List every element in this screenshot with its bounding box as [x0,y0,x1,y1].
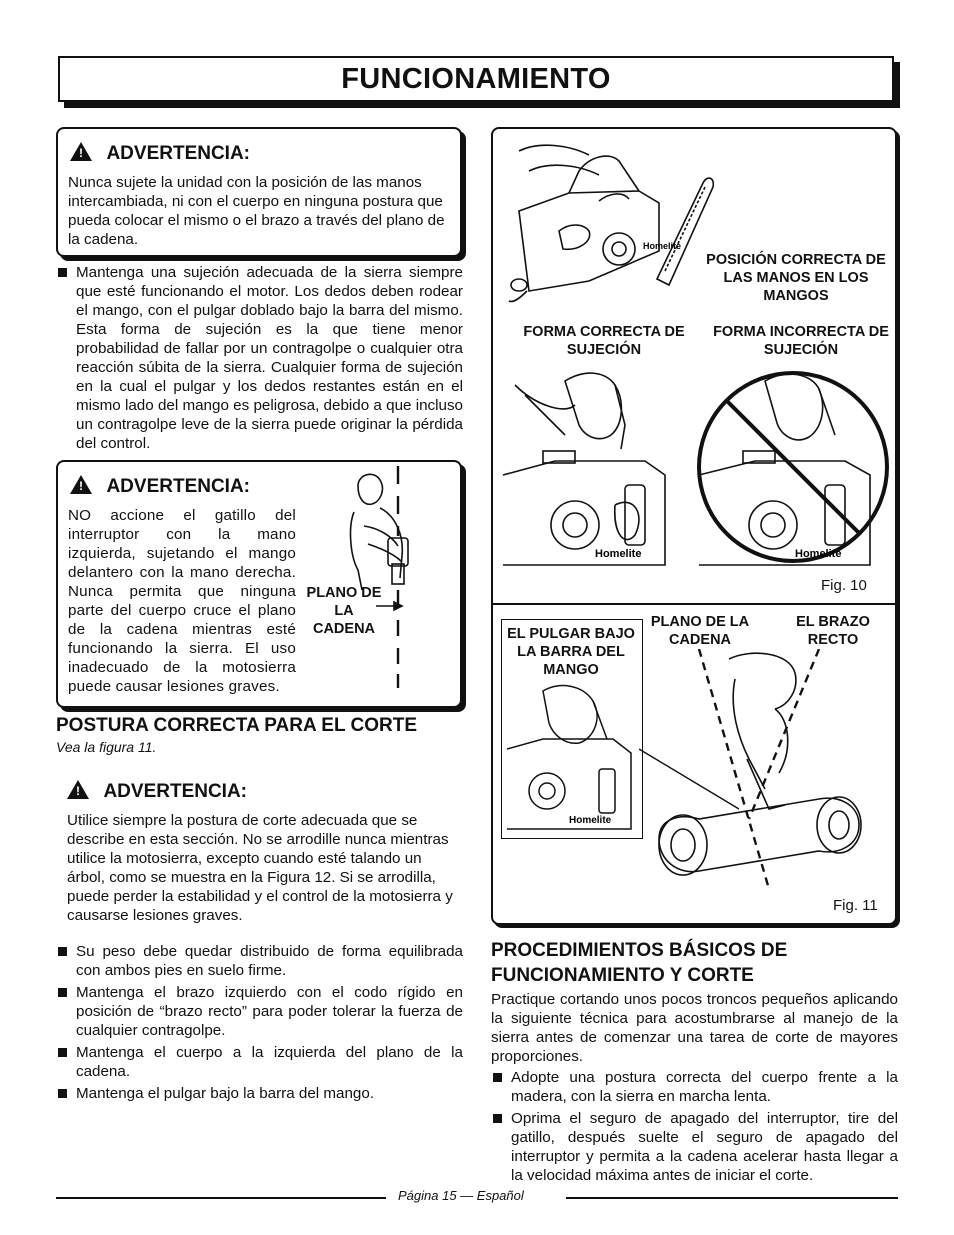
warning-box-hands [56,127,462,257]
basic-procedures-heading: PROCEDIMIENTOS BÁSICOS DE FUNCIONAMIENTO Y CORTE [491,940,788,986]
basic-procedures-bullet-list [491,1068,898,1188]
brand-logo-text: Homelite [569,815,612,826]
warning-text: NO accione el gatillo del interruptor con la mano izquierda, sujetando el mango delantero con la mano derecha. Nunca permita que ninguna parte del cuerpo cruce el plano de la cadena mientras esté funcionando la sierra. El uso inadecuado de la motosierra puede causar lesiones graves. [68,507,296,695]
thumb-grip-illustration [503,679,639,835]
warning-icon: ! [67,780,89,799]
page-title: FUNCIONAMIENTO [341,63,611,95]
list-item: Su peso debe quedar distribuido de forma equilibrada con ambos pies en suelo firme. [56,942,463,980]
figure-11-caption: Fig. 11 [833,897,878,914]
list-item: Mantenga el cuerpo a la izquierda del plano de la cadena. [56,1043,463,1081]
label-chain-plane: PLANO DE LA CADENA [650,614,750,648]
brand-logo-text: Homelite [643,241,682,251]
posture-subtitle: Vea la figura 11. [56,739,157,755]
label-correct-hands: POSICIÓN CORRECTA DE LAS MANOS EN LOS MANGOS [706,252,886,304]
warning-icon: ! [70,475,92,494]
label-incorrect-grip: FORMA INCORRECTA DE SUJECIÓN [713,324,889,358]
warning-heading: ADVERTENCIA: [103,781,248,802]
list-item: Oprima el seguro de apagado del interruptor, tire del gatillo, después suelte el seguro de apagado del interruptor y permita a la cadena acelerar hasta llegar a la velocidad máxima antes de iniciar el corte. [491,1109,898,1185]
figure-box [491,127,897,925]
list-item: Adopte una postura correcta del cuerpo frente a la madera, con la sierra en marcha lenta. [491,1068,898,1106]
chain-plane-label: PLANO DE LA CADENA [306,585,382,637]
warning-heading-row [70,475,250,498]
warning-text: Nunca sujete la unidad con la posición de las manos intercambiada, ni con el cuerpo en ninguna postura que pueda colocar el mismo o el brazo a través del plano de la cadena. [68,174,445,248]
warning-box-trigger [56,460,462,708]
cutting-posture-illustration [639,649,893,899]
posture-warning-text: Utilice siempre la postura de corte adecuada que se describe en esta sección. No se arrodille nunca mientras utilice la motosierra, excepto cuando esté talando un árbol, como se muestra en la Figura 12. Si se arrodilla, puede perder la estabilidad y el control de la motosierra y causarse lesiones graves. [67,812,453,924]
page-number: Página 15 — Español [398,1188,524,1203]
warning-heading: ADVERTENCIA: [106,476,251,497]
figure-10-caption: Fig. 10 [821,577,867,594]
page-title-box [58,56,894,102]
list-item: Mantenga el pulgar bajo la barra del mango. [56,1084,463,1103]
label-correct-grip: FORMA CORRECTA DE SUJECIÓN [523,324,685,358]
footer-rule-left [56,1197,386,1199]
brand-logo-text: Homelite [795,548,842,560]
label-straight-arm: EL BRAZO RECTO [796,614,870,648]
list-item: Mantenga el brazo izquierdo con el codo rígido en posición de “brazo recto” para poder tolerar la fuerza de cualquier contragolpe. [56,983,463,1040]
warning-icon: ! [70,142,92,161]
operator-plane-illustration [318,466,458,700]
footer-rule-right [566,1197,898,1199]
figure-divider [493,603,895,605]
posture-heading: POSTURA CORRECTA PARA EL CORTE [56,715,418,736]
list-item: Mantenga una sujeción adecuada de la sierra siempre que esté funcionando el motor. Los dedos deben rodear el mango, con el pulgar doblado bajo la barra del mismo. Esta forma de sujeción es la que tiene menor probabilidad de fallar por un contragolpe o cualquier otra reacción súbita de la sierra. Cualquier forma de sujeción en la cual el pulgar y los dedos restantes están en el mismo lado del mango es peligrosa, debido a que incluso un contragolpe leve de la sierra puede originar la pérdida del control. [56,263,463,453]
brand-logo-text: Homelite [595,548,642,560]
warning-heading: ADVERTENCIA: [106,143,251,164]
incorrect-grip-illustration [695,365,891,575]
basic-procedures-intro: Practique cortando unos pocos troncos pequeños aplicando la siguiente técnica para acostumbrarse al manejo de la sierra antes de comenzar una tarea de corte de mayores proporciones. [491,991,898,1065]
grip-bullet-list [56,263,463,456]
correct-grip-illustration [495,365,691,575]
warning-heading-row [70,142,250,165]
posture-warning-heading-row [67,780,247,803]
posture-bullet-list [56,942,463,1106]
label-thumb: EL PULGAR BAJO LA BARRA DEL MANGO [507,626,635,678]
